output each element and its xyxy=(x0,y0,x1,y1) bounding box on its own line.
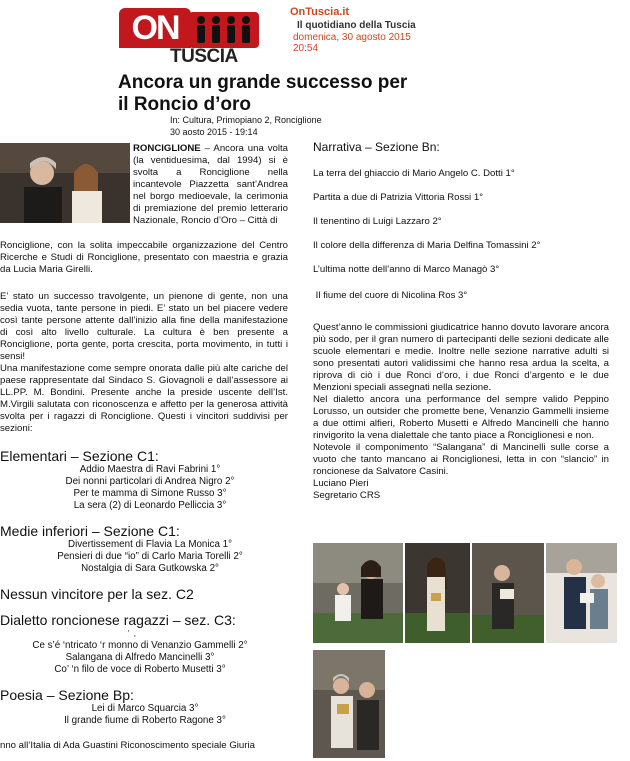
intro-continued: Ronciglione, con la solita impeccabile organizzazione del Centro Ricerche e Studi di Ronciglione, presentato con maestria e grazia da Lucia Maria Girelli. xyxy=(0,240,288,275)
paragraph-authorities: Una manifestazione come sempre onorata dalle più alte cariche del paese rappresentate dal Sindaco S. Giovagnoli e dall’assessore ai LL.PP. M. Bondini. Presente anche la preside uscente dell’Ist. M.Virgili salutata con riconoscenza e affetto per la generosa attività svolta per i ragazzi di Ronciglione. Questi i vincitori suddivisi per sezioni: xyxy=(0,363,288,434)
list-item: La terra del ghiaccio di Mario Angelo C. Dotti 1° xyxy=(313,168,515,179)
gallery-photo[interactable] xyxy=(405,543,470,643)
list-item: Partita a due di Patrizia Vittoria Rossi 1° xyxy=(313,192,484,203)
list-item: Lei di Marco Squarcia 3° xyxy=(91,703,199,714)
section-dialetto-title: Dialetto roncionese ragazzi – sez. C3: xyxy=(0,612,236,628)
logo-on-text[interactable]: ON xyxy=(119,8,191,48)
list-item: Addio Maestra di Ravi Fabrini 1° xyxy=(79,464,221,475)
list-item: Divertissement di Flavia La Monica 1° xyxy=(68,539,232,550)
section-c2-title: Nessun vincitore per la sez. C2 xyxy=(0,586,194,602)
photo-gallery xyxy=(313,543,617,643)
section-elementari-title: Elementari – Sezione C1: xyxy=(0,448,159,464)
logo-tuscia-text: TUSCIA xyxy=(170,46,238,67)
ceremony-photo-image xyxy=(0,143,130,223)
section-poesia-title: Poesia – Sezione Bp: xyxy=(0,687,134,703)
elementari-list xyxy=(50,464,250,512)
logo-people-icon xyxy=(189,12,259,48)
list-item: Nostalgia di Sara Gutkowska 2° xyxy=(81,563,219,574)
list-item: Salangana di Alfredo Mancinelli 3° xyxy=(65,652,215,663)
paragraph-dialetto: Nel dialetto ancora una performance del sempre valido Peppino Lorusso, un outsider che promette bene, Venanzio Gammelli insieme a due ottimi alfieri, Roberto Musetti e Alfredo Mancinelli che hanno rinvigorito la vena dialettale che tanto piace a Ronciglionesi e non. xyxy=(313,394,609,441)
article-category[interactable]: In: Cultura, Primopiano 2, Ronciglione xyxy=(170,115,322,125)
list-item: Co’ ‘n filo de voce di Roberto Musetti 3° xyxy=(54,664,226,675)
gallery-photo[interactable] xyxy=(546,543,617,643)
paragraph-success: E’ stato un successo travolgente, un pienone di gente, non una sedia vuota, tante persone in piedi. E’ stato un bel piacere vedere così tante persone attente dall’inizio alla fine della manifestazione di così alto livello culturale. La cultura è ben presente a Ronciglione, porta gente, porta crescita, porta movimento, in tutti i sensi! xyxy=(0,291,288,362)
special-recognition: nno all’Italia di Ada Guastini Riconoscimento speciale Giuria xyxy=(0,740,255,751)
gallery-photo[interactable] xyxy=(313,543,403,643)
list-item: La sera (2) di Leonardo Pelliccia 3° xyxy=(73,500,227,511)
intro-lead: RONCIGLIONE xyxy=(133,143,201,154)
list-item: L’ultima notte dell’anno di Marco Managò 3° xyxy=(313,264,500,275)
narrativa-paragraphs xyxy=(313,322,609,502)
paragraph-salangana: Notevole il componimento “Salangana” di Mancinelli sulle corse a vuoto che tanto mancano ai Ronciglionesi, letta in con “slancio” in roncionese da Salvatore Casini. xyxy=(313,442,609,477)
signature-role: Segretario CRS xyxy=(313,490,381,501)
site-tagline: Il quotidiano della Tuscia xyxy=(297,20,416,31)
award-photo-image xyxy=(313,650,385,758)
list-item: Dei nonni particolari di Andrea Nigro 2° xyxy=(65,476,235,487)
list-item: Il fiume del cuore di Nicolina Ros 3° xyxy=(313,290,468,301)
medie-list xyxy=(50,539,250,575)
list-item: Il grande fiume di Roberto Ragone 3° xyxy=(64,715,226,726)
paragraph-commissions: Quest’anno le commissioni giudicatrice hanno dovuto lavorare ancora più sodo, per il gran numero di partecipanti delle sezioni dedicate alle scuole elementari e medie. Inoltre nelle sezione narrative adulti si sono presentati autori validissimi che hanno resa ardua la scelta, a riprova di ciò i due Ronci d’oro, i due Ronci d’argento e le due Menzioni speciali assegnati nella sezione. xyxy=(313,322,609,393)
article-date: 30 aosto 2015 - 19:14 xyxy=(170,127,258,137)
site-date: domenica, 30 agosto 2015 xyxy=(293,32,411,43)
site-time: 20:54 xyxy=(293,43,319,54)
list-item: Pensieri di due “io” di Carlo Maria Torelli 2° xyxy=(57,551,243,562)
intro-paragraph xyxy=(133,143,288,227)
signature-name: Luciano Pieri xyxy=(313,478,369,489)
intro-text: – Ancora una volta (la ventiduesima, dal 1994) si è svolta a Ronciglione nella incantevole Piazzetta sant’Andrea nel borgo medioevale, la cerimonia di premiazione del premio letterario Nazionale, Roncio d’Oro – Città di xyxy=(133,143,288,226)
article-headline[interactable]: Ancora un grande successo per il Roncio d’oro xyxy=(118,72,408,115)
section-narrativa-title: Narrativa – Sezione Bn: xyxy=(313,140,440,154)
dialetto-list xyxy=(10,640,270,676)
ceremony-photo[interactable] xyxy=(0,143,130,223)
section-medie-title: Medie inferiori – Sezione C1: xyxy=(0,523,180,539)
poesia-list xyxy=(30,703,260,727)
list-item: Ce s’é ‘ntricato ‘r monno di Venanzio Gammelli 2° xyxy=(32,640,248,651)
list-item: Per te mamma di Simone Russo 3° xyxy=(73,488,227,499)
stray-marks: ' , xyxy=(128,629,137,638)
list-item: Il colore della differenza di Maria Delfina Tomassini 2° xyxy=(313,240,541,251)
site-name[interactable]: OnTuscia.it xyxy=(290,6,350,18)
award-photo[interactable] xyxy=(313,650,385,758)
list-item: Il tenentino di Luigi Lazzaro 2° xyxy=(313,216,442,227)
gallery-photo[interactable] xyxy=(472,543,544,643)
